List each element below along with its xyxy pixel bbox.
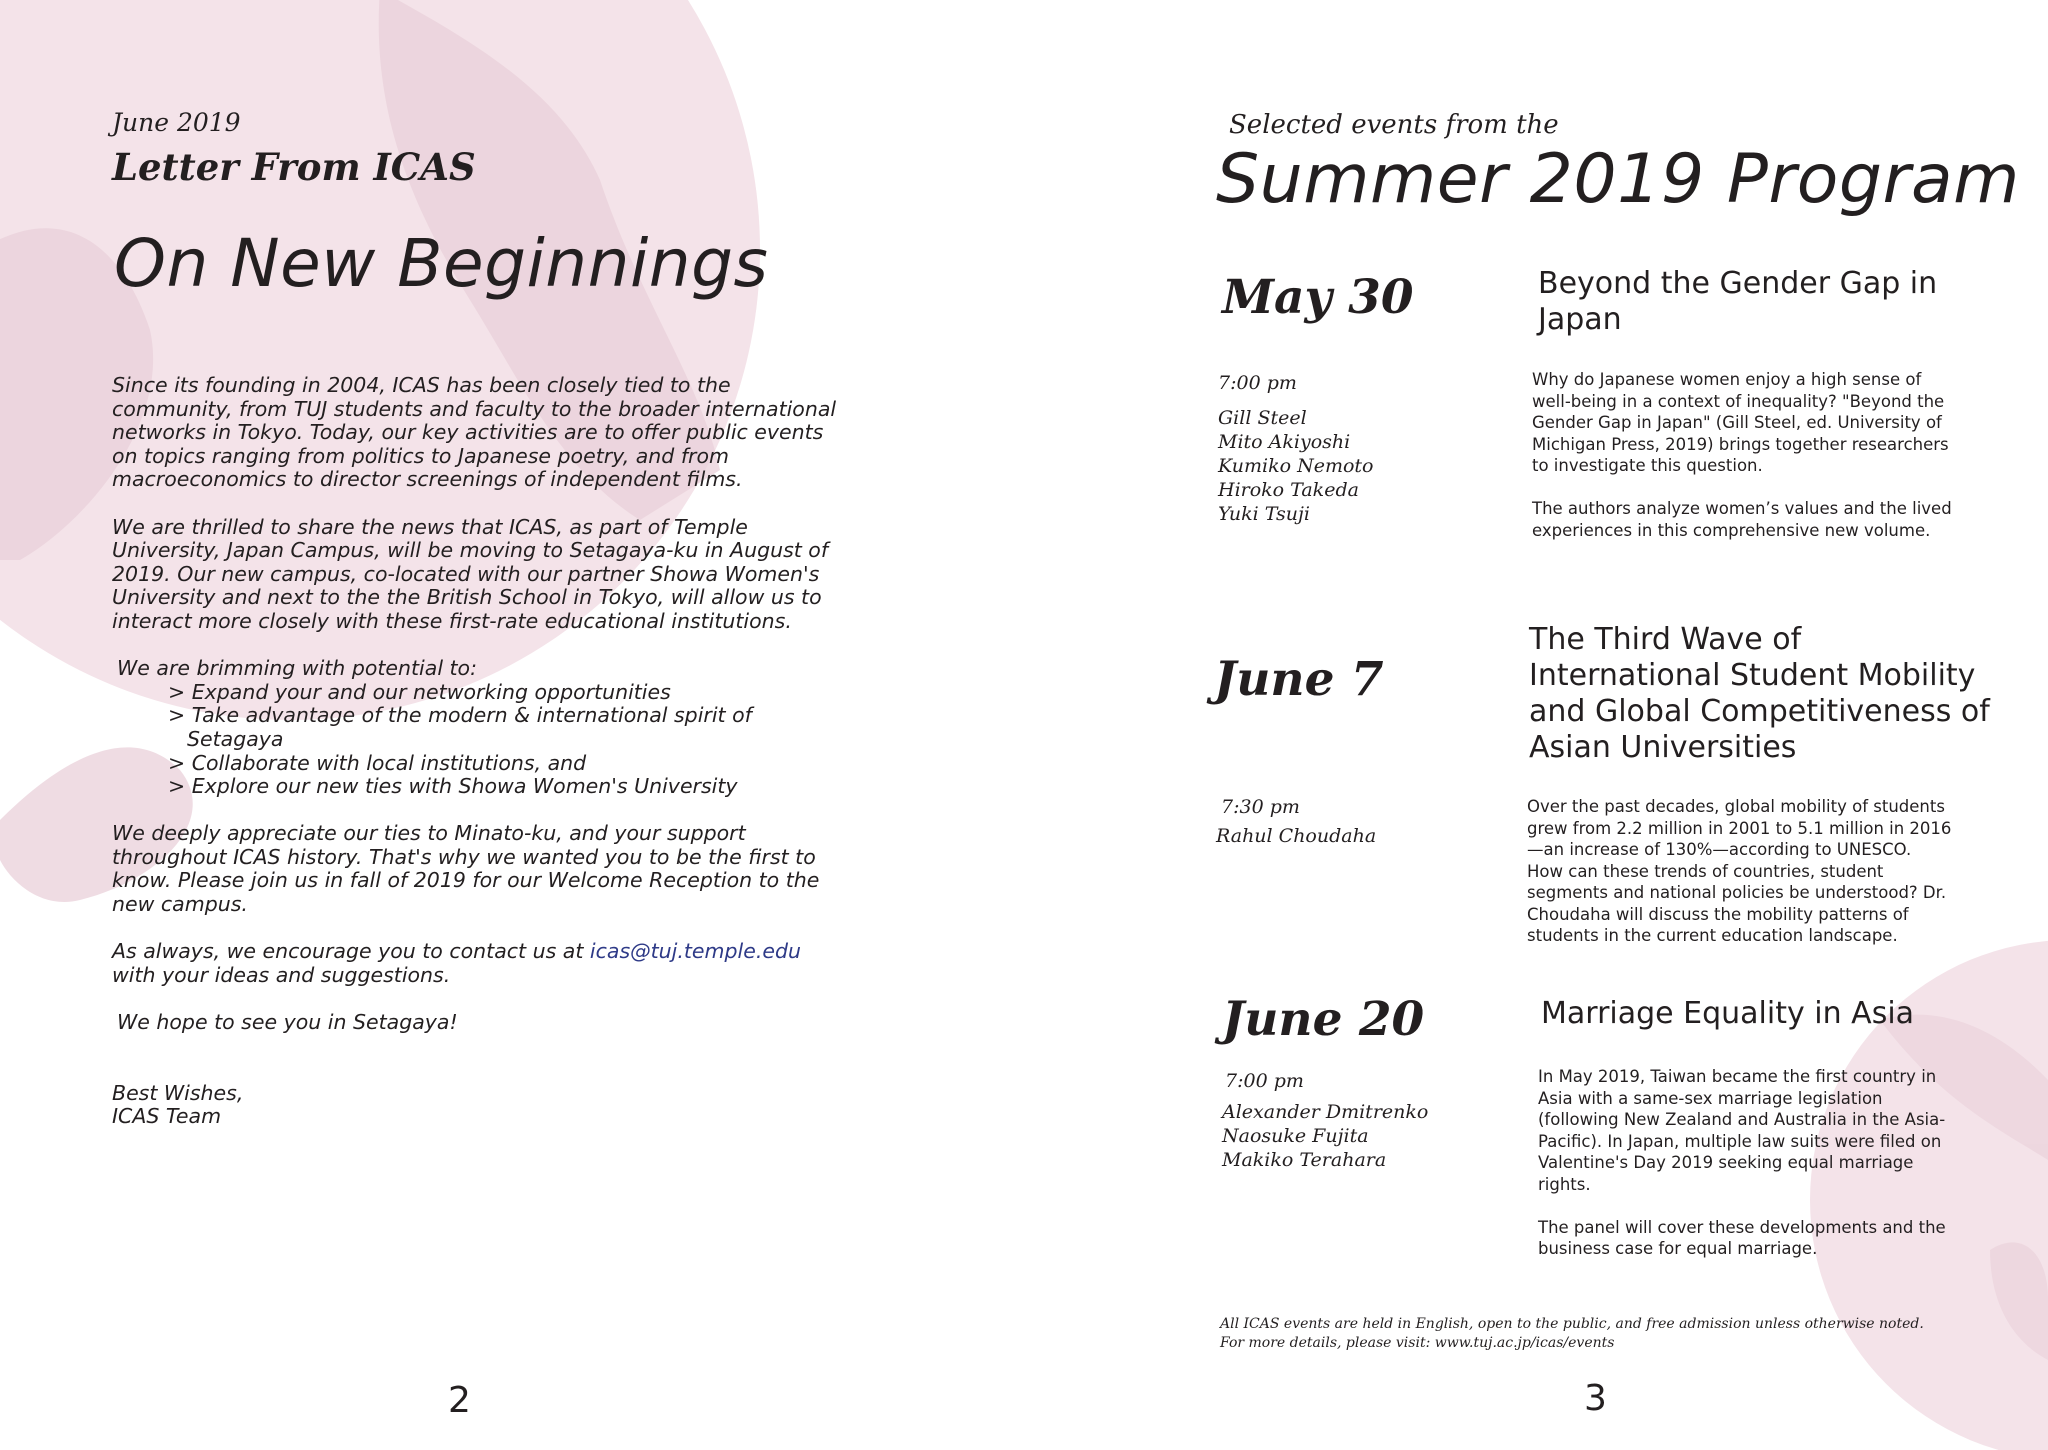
event-title: Marriage Equality in Asia (1541, 996, 1915, 1031)
event-description: Why do Japanese women enjoy a high sense of well-being in a context of inequality? "Beyond the Gender Gap in Japan" (Gill Steel, ed. University of Michigan Press, 2019) brings together researchers to investigate this question. The authors analyze women’s values and the lived experiences in this comprehensive new volume. (1532, 370, 1952, 540)
events-footnote: All ICAS events are held in English, open to the public, and free admission unless otherwise noted. For more details, please visit: www.tuj.ac.jp/icas/events (1220, 1316, 1924, 1351)
letter-paragraph: We deeply appreciate our ties to Minato-ku, and your support throughout ICAS history. That's why we wanted you to be the first to know. Please join us in fall of 2019 for our Welcome Reception to the new campus. (112, 821, 820, 917)
speaker-name: Gill Steel (1218, 407, 1307, 429)
page-number: 2 (448, 1380, 471, 1421)
list-item: > Explore our new ties with Showa Women's University (168, 774, 738, 799)
letter-body (112, 374, 852, 1129)
program-pre-title: Selected events from the (1229, 110, 1559, 140)
speaker-list (1218, 406, 1374, 526)
letter-paragraph: We are brimming with potential to: (117, 656, 478, 681)
letter-paragraph: Since its founding in 2004, ICAS has been closely tied to the community, from TUJ students and faculty to the broader international networks in Tokyo. Today, our key activities are to offer public events on topics ranging from politics to Japanese poetry, and from macroeconomics to director screenings of independent films. (112, 373, 837, 492)
event-date: May 30 (1222, 270, 1414, 325)
list-item: > Expand your and our networking opportunities (168, 679, 671, 704)
event-time: 7:00 pm (1218, 372, 1297, 394)
list-item: > Take advantage of the modern & international spirit of Setagaya (168, 703, 752, 751)
speaker-name: Hiroko Takeda (1218, 479, 1359, 501)
event-description: In May 2019, Taiwan became the first country in Asia with a same-sex marriage legislation (following New Zealand and Australia in the Asia-Pacific). In Japan, multiple law suits were filed on Valentine's Day 2019 seeking equal marriage rights. The panel will cover these developments and the business case for equal marriage. (1538, 1067, 1946, 1258)
section-title: Letter From ICAS (112, 145, 476, 189)
letter-paragraph: We are thrilled to share the news that ICAS, as part of Temple University, Japan Campus, will be moving to Setagaya-ku in August of 2019. Our new campus, co-located with our partner Showa Women's University and next to the the British School in Tokyo, will allow us to interact more closely with these first-rate educational institutions. (112, 514, 829, 633)
potential-list (112, 681, 852, 799)
speaker-name: Alexander Dmitrenko (1222, 1101, 1429, 1123)
list-item: > Collaborate with local institutions, and (168, 750, 587, 775)
speaker-name: Yuki Tsuji (1218, 503, 1311, 525)
speaker-name: Rahul Choudaha (1216, 825, 1377, 847)
event-date: June 7 (1214, 652, 1384, 707)
email-link[interactable]: icas@tuj.temple.edu (589, 939, 801, 964)
event-time: 7:00 pm (1225, 1070, 1304, 1092)
event-date: June 20 (1222, 992, 1425, 1047)
event-description: Over the past decades, global mobility of students grew from 2.2 million in 2001 to 5.1 million in 2016—an increase of 130%—according to UNESCO. How can these trends of countries, student segments and national policies be understood? Dr. Choudaha will discuss the mobility patterns of students in the current education landscape. (1527, 797, 1952, 945)
speaker-list (1216, 824, 1376, 848)
page-number: 3 (1584, 1378, 1607, 1419)
speaker-list (1222, 1100, 1428, 1172)
contact-paragraph: As always, we encourage you to contact us at icas@tuj.temple.edu with your ideas and suggestions. (112, 939, 801, 987)
right-page (1024, 0, 2048, 1450)
letter-date: June 2019 (112, 108, 241, 137)
program-title: Summer 2019 Program (1216, 140, 2020, 219)
page-heading: On New Beginnings (114, 225, 769, 302)
event-title: The Third Wave of International Student Mobility and Global Competitiveness of Asian Universities (1529, 622, 1990, 765)
event-title: Beyond the Gender Gap in Japan (1538, 266, 1938, 337)
speaker-name: Makiko Terahara (1222, 1149, 1387, 1171)
signoff: Best Wishes, ICAS Team (112, 1080, 244, 1129)
letter-paragraph: We hope to see you in Setagaya! (117, 1010, 458, 1035)
event-time: 7:30 pm (1221, 796, 1300, 818)
speaker-name: Mito Akiyoshi (1218, 431, 1351, 453)
speaker-name: Naosuke Fujita (1222, 1125, 1369, 1147)
speaker-name: Kumiko Nemoto (1218, 455, 1374, 477)
